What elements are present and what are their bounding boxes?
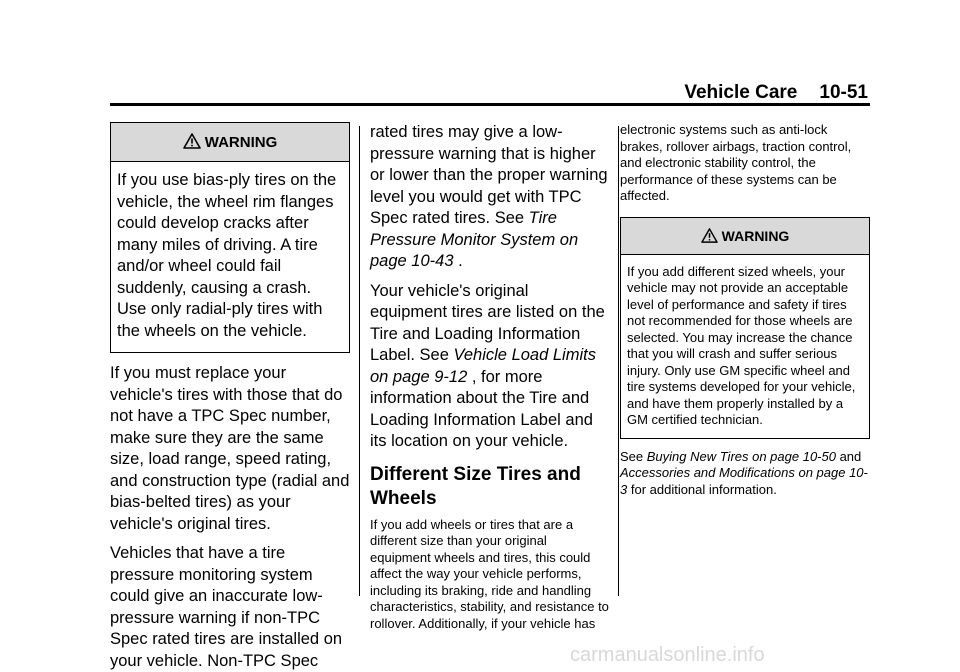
text-segment: for additional information.	[627, 481, 777, 497]
text-segment: See	[620, 448, 647, 464]
warning-body: If you use bias-ply tires on the vehicle, the wheel rim flanges could develop cracks after many miles of driving. A tire and/or wheel could fail suddenly, causing a crash. Use only radial-ply tires with the wheels on the vehicle.	[117, 171, 337, 340]
column-2	[370, 122, 610, 632]
warning-header	[111, 123, 349, 162]
paragraph-tpc-rated	[370, 122, 610, 273]
text-segment: and	[835, 448, 862, 464]
paragraph-different-size: If you add wheels or tires that are a different size than your original equipment wheels and tires, this could affect the way your vehicle performs, including its braking, ride and handling characteristics, stability, and resistance to rollover. Additionally, if your vehicle has	[370, 516, 609, 631]
warning-box-bias-ply	[110, 122, 350, 353]
section-title: Vehicle Care	[684, 82, 798, 103]
warning-header	[621, 218, 869, 255]
warning-box-wheel-size	[620, 217, 870, 439]
paragraph-electronic-systems: electronic systems such as anti-lock brakes, rollover airbags, traction control, and electronic stability control, the performance of these systems can be affected.	[620, 122, 852, 203]
column-divider-2	[618, 126, 619, 596]
text-segment: rated tires may give a low-pressure warning that is higher or lower than the proper warning level you would get with TPC Spec rated tires. See	[370, 123, 608, 227]
paragraph-tpms: Vehicles that have a tire pressure monitoring system could give an inaccurate low-pressure warning if non-TPC Spec rated tires are installed on your vehicle. Non-TPC Spec	[110, 544, 343, 670]
link-tire-pressure-monitor[interactable]: Tire Pressure Monitor System on page 10-43	[370, 209, 579, 270]
paragraph-see-also	[620, 449, 870, 499]
section-heading: Different Size Tires and Wheels	[370, 463, 581, 509]
column-divider-1	[359, 126, 360, 596]
text-segment: Your vehicle's original equipment tires are listed on the Tire and Loading Information Label. See	[370, 281, 605, 364]
column-1	[110, 122, 350, 672]
header-rule	[110, 103, 870, 106]
warning-title: WARNING	[204, 133, 278, 151]
paragraph-replace-tires: If you must replace your vehicle's tires with those that do not have a TPC Spec number, make sure they are the same size, load range, speed rating, and construction type (radial and bias-belted tires) as your vehicle's original tires.	[110, 364, 350, 533]
warning-body: If you add different sized wheels, your vehicle may not provide an acceptable level of performance and safety if tires not recommended for those wheels are selected. You may increase the chance that you will crash and suffer serious injury. Only use GM specific wheel and tire systems developed for your vehicle, and have them properly installed by a GM certified technician.	[627, 263, 856, 428]
page-number: 10-51	[819, 82, 868, 103]
text-segment: .	[453, 252, 463, 270]
warning-triangle-icon	[183, 133, 201, 153]
text-segment: , for more information about the Tire and Loading Information Label and its location on your vehicle.	[370, 367, 593, 450]
column-3	[620, 122, 870, 498]
warning-title: WARNING	[721, 227, 790, 244]
link-accessories-modifications[interactable]: Accessories and Modifications on page 10-3	[620, 465, 868, 497]
link-buying-new-tires[interactable]: Buying New Tires on page 10-50	[646, 448, 836, 464]
warning-triangle-icon	[701, 228, 718, 246]
link-vehicle-load-limits[interactable]: Vehicle Load Limits on page 9-12	[370, 346, 596, 386]
watermark: carmanualsonline.info	[570, 644, 765, 666]
paragraph-original-equipment	[370, 281, 610, 453]
